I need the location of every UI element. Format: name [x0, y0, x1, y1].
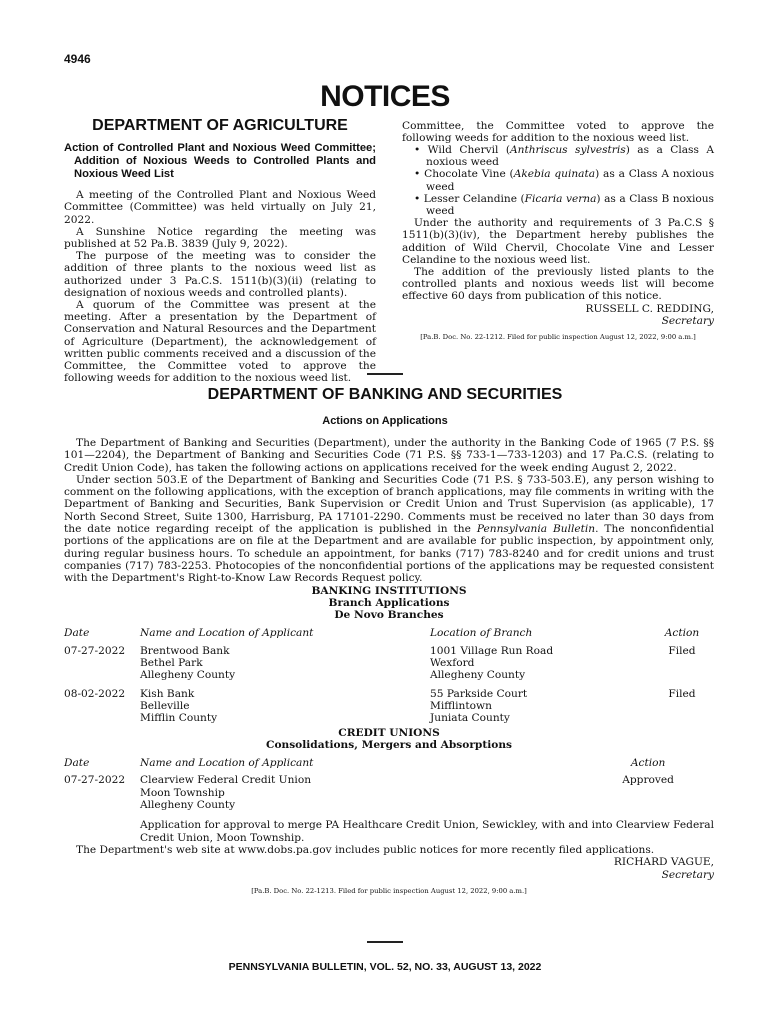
banking-paragraph-1: The Department of Banking and Securities (Department), under the authority in the Banking Code of 1965 (7 P.S. §§ 101—2204), the Department of Banking and Securities Code (71 P.S. §§ 733-1—733-1203) and 17 Pa.C.S. (relating to Credit Union Code), has taken the following actions on applications received for the week ending August 2, 2022. [64, 437, 714, 474]
website-note: The Department's web site at www.dobs.pa.gov includes public notices for more recently filed applications. [76, 843, 655, 856]
footer-divider [367, 941, 403, 943]
credit-union-applications-table [64, 757, 714, 817]
page-number: 4946 [64, 52, 91, 66]
column-header: Location of Branch [430, 627, 533, 640]
agriculture-notice-title: Action of Controlled Plant and Noxious Weed Committee; Addition of Noxious Weeds to Controlled Plants and Noxious Weed List [64, 142, 376, 181]
column-header: Action [630, 757, 666, 770]
application-action: Approved [622, 774, 674, 787]
application-action: Filed [668, 644, 696, 657]
agriculture-paragraph-4: A quorum of the Committee was present at the meeting. After a presentation by the Department of Conservation and Natural Resources and the Department of Agriculture (Department), the acknowledgement of written public comments received and a discussion of the Committee, the Committee voted to approve the following weeds for addition to the noxious weed list. [64, 299, 376, 385]
agriculture-paragraph-2: A Sunshine Notice regarding the meeting was published at 52 Pa.B. 3839 (July 9, 2022). [64, 225, 376, 251]
column-header: Action [664, 627, 700, 640]
applicant-name-location: Kish Bank Belleville Mifflin County [140, 687, 218, 725]
banking-signer: RICHARD VAGUE, [613, 856, 714, 869]
column-header: Name and Location of Applicant [140, 627, 314, 640]
agriculture-paragraph-4-continued: Committee, the Committee voted to approve the following weeds for addition to the noxious weed list. [402, 120, 714, 145]
agriculture-notice-left [64, 117, 376, 385]
table-row [64, 688, 714, 731]
agriculture-paragraph-6: The addition of the previously listed plants to the controlled plants and noxious weeds list will become effective 60 days from publication of this notice. [402, 266, 714, 303]
column-header: Date [64, 627, 90, 640]
application-action: Filed [668, 687, 696, 700]
banking-notice-subtitle: Actions on Applications [322, 415, 448, 427]
page-footer: PENNSYLVANIA BULLETIN, VOL. 52, NO. 33, AUGUST 13, 2022 [228, 961, 542, 973]
agriculture-department-heading: DEPARTMENT OF AGRICULTURE [92, 117, 348, 134]
agriculture-paragraph-1: A meeting of the Controlled Plant and Noxious Weed Committee (Committee) was held virtually on July 21, 2022. [64, 189, 376, 226]
branch-applications-heading: Branch Applications [328, 596, 450, 609]
agriculture-signer-title: Secretary [661, 314, 714, 327]
de-novo-branches-heading: De Novo Branches [334, 609, 444, 622]
application-date: 07-27-2022 [64, 774, 126, 787]
banking-notice-body [64, 437, 714, 897]
table-header-row [64, 757, 714, 774]
banking-paragraph-2: Under section 503.E of the Department of Banking and Securities Code (71 P.S. § 733-503.E), any person wishing to comment on the following applications, with the exception of branch applications, may file comments in writing with the Department of Banking and Securities, Bank Supervision or Credit Union and Trust Supervision (as applicable), 17 North Second Street, Suite 1300, Harrisburg, PA 17101-2290. Comments must be received no later than 30 days from the date notice regarding receipt of the application is published in the Pennsylvania Bulletin. The nonconfidential portions of the applications are on file at the Department and are available for public inspection, by appointment only, during regular business hours. To schedule an appointment, for banks (717) 783-8240 and for credit unions and trust companies (717) 783-2253. Photocopies of the nonconfidential portions of the applications may be requested consistent with the Department's Right-to-Know Law Records Request policy. [64, 473, 714, 585]
banking-department-heading: DEPARTMENT OF BANKING AND SECURITIES [207, 386, 563, 403]
column-header: Date [64, 757, 90, 770]
agriculture-doc-number: [Pa.B. Doc. No. 22-1212. Filed for public inspection August 12, 2022, 9:00 a.m.] [420, 333, 696, 342]
agriculture-signer: RUSSELL C. REDDING, [585, 302, 714, 315]
table-row [64, 645, 714, 688]
branch-location: 55 Parkside Court Mifflintown Juniata County [430, 687, 528, 725]
table-row [64, 774, 714, 817]
branch-applications-table [64, 627, 714, 730]
weed-list-item: • Wild Chervil (Anthriscus sylvestris) as a Class A noxious weed [414, 144, 714, 169]
banking-doc-number: [Pa.B. Doc. No. 22-1213. Filed for public inspection August 12, 2022, 9:00 a.m.] [251, 886, 527, 895]
weed-list-item: • Chocolate Vine (Akebia quinata) as a Class A noxious weed [414, 168, 715, 193]
credit-unions-heading: CREDIT UNIONS [338, 726, 440, 739]
weed-list-item: • Lesser Celandine (Ficaria verna) as a Class B noxious weed [414, 192, 714, 218]
applicant-name-location: Clearview Federal Credit Union Moon Township Allegheny County [140, 774, 312, 812]
application-date: 08-02-2022 [64, 687, 126, 700]
agriculture-notice-right [402, 120, 714, 343]
banking-institutions-heading: BANKING INSTITUTIONS [311, 584, 467, 597]
consolidations-heading: Consolidations, Mergers and Absorptions [266, 738, 512, 751]
column-header: Name and Location of Applicant [140, 757, 314, 770]
branch-location: 1001 Village Run Road Wexford Allegheny County [430, 644, 554, 682]
banking-signer-title: Secretary [661, 868, 714, 881]
application-date: 07-27-2022 [64, 644, 126, 657]
agriculture-paragraph-3: The purpose of the meeting was to consider the addition of three plants to the noxious weed list as authorized under 3 Pa.C.S. 1511(b)(3)(ii) (relating to designation of noxious weeds and controlled plants). [64, 250, 376, 299]
merger-application-note: Application for approval to merge PA Healthcare Credit Union, Sewickley, with and into Clearview Federal Credit Union, Moon Township. [140, 819, 714, 844]
agriculture-paragraph-5: Under the authority and requirements of 3 Pa.C.S § 1511(b)(3)(iv), the Department hereby publishes the addition of Wild Chervil, Chocolate Vine and Lesser Celandine to the noxious weed list. [402, 217, 714, 266]
table-header-row [64, 627, 714, 644]
applicant-name-location: Brentwood Bank Bethel Park Allegheny County [140, 644, 236, 682]
section-title: NOTICES [320, 80, 450, 113]
section-divider [367, 373, 403, 375]
